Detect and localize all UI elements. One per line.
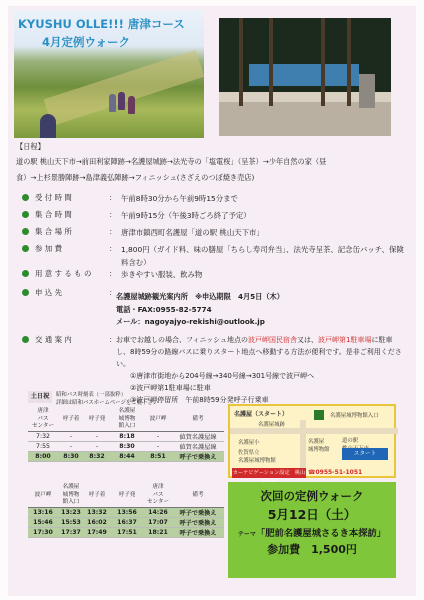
timetable-header-cell: 呼子着: [84, 484, 110, 507]
bullet-icon: [22, 245, 29, 252]
map-road: [230, 428, 398, 434]
detail-value: 歩きやすい服装、飲み物: [121, 270, 203, 279]
timetable-header-cell: 唐津 バス センター: [144, 484, 172, 507]
timetable-cell: 8:44: [110, 451, 144, 461]
detail-label: 交通案内: [35, 335, 75, 344]
contact-phone: 電話・FAX:0955-82-5774: [116, 304, 212, 314]
detail-value: 午前8時30分から午前9時15分まで: [121, 194, 238, 203]
next-walk-panel: [228, 482, 396, 578]
timetable-cell: 8:51: [144, 451, 172, 461]
timetable-cell: 14:26: [144, 507, 172, 517]
timetable-cell: 17:07: [144, 517, 172, 527]
timetable-cell: -: [58, 431, 84, 441]
return-timetable: [28, 484, 224, 538]
itinerary-text: [16, 154, 410, 186]
contact-email[interactable]: メール：nagoyajyo-rekishi@outlook.jp: [116, 317, 265, 326]
detail-row-fee: 参加費 ： 1,800円（ガイド料、味の膳屋「ちらし寿司弁当」、法光寺呈茶、記念缶バッチ、保険料含む）: [22, 243, 411, 269]
timetable-cell: 値賀名護屋線: [172, 431, 224, 441]
timetable-cell: 17:30: [28, 527, 58, 537]
timetable-cell: 呼子で乗換え: [172, 527, 224, 537]
next-walk-title: 次回の定例ウォーク: [260, 489, 364, 503]
map-shrine-label: 名護屋 城博物館: [308, 439, 330, 453]
trail-path: [44, 50, 204, 126]
contact-info: [116, 291, 284, 329]
timetable-cell: 13:16: [28, 507, 58, 517]
timetable-cell: -: [144, 441, 172, 451]
walker-figure: [128, 96, 135, 114]
timetable-cell: 呼子で乗換え: [172, 451, 224, 461]
timetable-row: [28, 507, 224, 517]
timetable-cell: 17:37: [58, 527, 84, 537]
pine-trunk: [347, 18, 351, 106]
bullet-icon: [22, 289, 29, 296]
bullet-icon: [22, 228, 29, 235]
route-option: ①唐津市街地から204号線→340号線→301号線で波戸岬へ: [130, 372, 315, 380]
timetable-cell: 15:46: [28, 517, 58, 527]
bullet-icon: [22, 270, 29, 277]
start-marker: スタート: [342, 448, 388, 460]
timetable-cell: 15:53: [58, 517, 84, 527]
timetable-header-cell: 唐津 バス センター: [28, 408, 58, 431]
timetable-row: [28, 451, 224, 461]
detail-label: 受付時間: [35, 193, 75, 202]
timetable-note: 昭和バス時刻表（一部抜粋） 詳細は昭和バスホームページをご覧下さい: [56, 392, 159, 406]
detail-label: 用意するもの: [35, 269, 94, 278]
timetable-cell: 7:32: [28, 431, 58, 441]
stone-lantern: [359, 74, 375, 108]
timetable-cell: 16:37: [110, 517, 144, 527]
timetable-header-cell: 呼子発: [110, 484, 144, 507]
walker-figure: [40, 114, 56, 138]
monthly-walk-title: 4月定例ウォーク: [42, 35, 131, 49]
next-walk-date: 5月12日（土）: [267, 507, 357, 522]
detail-label: 集合場所: [35, 227, 75, 236]
map-prefectural-label: 佐賀県立 名護屋城博物館: [238, 450, 276, 464]
timetable-cell: 8:30: [58, 451, 84, 461]
map-road: [300, 420, 306, 468]
timetable-cell: 呼子で乗換え: [172, 507, 224, 517]
detail-row-items: 用意するもの ： 歩きやすい服装、飲み物: [22, 268, 411, 281]
timetable-header-cell: 呼子発: [84, 408, 110, 431]
timetable-cell: 18:21: [144, 527, 172, 537]
detail-value: 唐津市鎮西町名護屋「道の駅 桃山天下市」: [121, 228, 264, 237]
pine-trunk: [321, 18, 325, 106]
map-phone: ☎0955-51-1051: [308, 469, 363, 476]
bullet-icon: [22, 336, 29, 343]
timetable-header-cell: 名護屋 城博物 館入口: [58, 484, 84, 507]
walker-figure: [118, 92, 125, 110]
timetable-cell: 17:51: [110, 527, 144, 537]
timetable-cell: 値賀名護屋線: [172, 441, 224, 451]
next-walk-theme: テーマ「肥前名護屋城さるき本探訪」: [237, 528, 387, 539]
timetable-header-cell: 波戸岬: [144, 408, 172, 431]
traffic-paragraph: お車でお越しの場合、フィニッシュ地点の波戸岬国民宿舎又は、波戸岬第1駐車場に駐車し、8時59分の路線バスに乗りスタート地点へ移動する方法が便利です。是非ご利用ください。: [116, 336, 402, 368]
map-school-label: 名護屋小: [238, 440, 260, 446]
timetable-cell: 8:00: [28, 451, 58, 461]
detail-label: 申込先: [35, 288, 65, 297]
detail-value: 1,800円（ガイド料、味の膳屋「ちらし寿司弁当」、法光寺呈茶、記念缶バッチ、保険料含む）: [121, 245, 404, 267]
walker-figure: [109, 94, 116, 112]
route-option: ③波戸岬停留所 午前8時59分発呼子行乗車: [130, 396, 269, 404]
timetable-cell: -: [84, 431, 110, 441]
bullet-icon: [22, 211, 29, 218]
detail-row-meeting-time: 集合時間 ： 午前9時15分（午後3時ごろ終了予定）: [22, 209, 411, 222]
timetable-row: [28, 517, 224, 527]
pine-trunk: [239, 18, 243, 106]
detail-row-apply: 申込先 ：: [22, 287, 121, 298]
map-museum-label: 名護屋城博物館入口: [330, 413, 379, 419]
shrine-photo: [219, 18, 391, 136]
navigation-sign: カーナビゲーション設定 桃山: [232, 470, 306, 476]
sea: [249, 64, 359, 86]
timetable-cell: 13:32: [84, 507, 110, 517]
timetable-cell: -: [144, 431, 172, 441]
timetable-cell: 13:23: [58, 507, 84, 517]
map-station-label: 道の駅: [342, 438, 359, 444]
timetable-header-cell: 名護屋 城博物 館入口: [110, 408, 144, 431]
detail-row-meeting-place: 集合場所 ： 唐津市鎮西町名護屋「道の駅 桃山天下市」: [22, 226, 411, 239]
timetable-cell: -: [84, 441, 110, 451]
timetable-row: [28, 527, 224, 537]
timetable-cell: 13:56: [110, 507, 144, 517]
timetable-cell: -: [58, 441, 84, 451]
itinerary-line: 食）→上杉景勝陣跡→島津義弘陣跡→フィニッシュ(さざえのつぼ焼き売店): [16, 173, 255, 182]
outbound-timetable: [28, 408, 224, 462]
course-title: KYUSHU OLLE!!! 唐津コース: [18, 17, 185, 31]
timetable-cell: 8:32: [84, 451, 110, 461]
map-title: 名護屋（スタート）: [234, 411, 289, 418]
bullet-icon: [22, 194, 29, 201]
pine-trunk: [269, 18, 273, 106]
timetable-row: [28, 441, 224, 451]
detail-row-traffic: 交通案内 ：: [22, 334, 121, 345]
timetable-header-cell: 備考: [172, 484, 224, 507]
parking-name: 波戸岬第1駐車場: [318, 336, 372, 344]
timetable-header-cell: 備考: [172, 408, 224, 431]
access-map: [228, 404, 396, 478]
detail-row-reception: 受付時間 ： 午前8時30分から午前9時15分まで: [22, 192, 411, 205]
timetable-row: [28, 431, 224, 441]
map-castle-label: 名護屋城跡: [258, 422, 285, 428]
timetable-cell: 8:30: [110, 441, 144, 451]
timetable-cell: 呼子で乗換え: [172, 517, 224, 527]
timetable-cell: 7:55: [28, 441, 58, 451]
contact-office: 名護屋城跡観光案内所 ※申込期限 4月5日（木）: [116, 292, 284, 301]
timetable-header-cell: 波戸岬: [28, 484, 58, 507]
detail-value: 午前9時15分（午後3時ごろ終了予定）: [121, 211, 251, 220]
timetable-cell: 16:02: [84, 517, 110, 527]
itinerary-line: 道の駅 桃山天下市→前田利家陣跡→名護屋城跡→法光寺の「塩電桜」（呈茶）→少年自然の家（昼: [16, 157, 327, 166]
next-walk-fee: 参加費 1,500円: [267, 543, 357, 556]
detail-label: 参加費: [35, 244, 65, 253]
timetable-header-cell: 呼子着: [58, 408, 84, 431]
holiday-tag: 土日祝: [28, 391, 52, 403]
detail-label: 集合時間: [35, 210, 75, 219]
traffic-info: [116, 334, 404, 406]
route-option: ②波戸岬第1駐車場に駐車: [130, 384, 211, 392]
itinerary-heading: 【日程】: [16, 142, 45, 151]
lodge-name: 波戸岬国民宿舎: [248, 336, 298, 344]
walkers-photo: [14, 10, 204, 138]
timetable-cell: 17:49: [84, 527, 110, 537]
convenience-store-icon: [314, 410, 324, 420]
timetable-cell: 8:18: [110, 431, 144, 441]
